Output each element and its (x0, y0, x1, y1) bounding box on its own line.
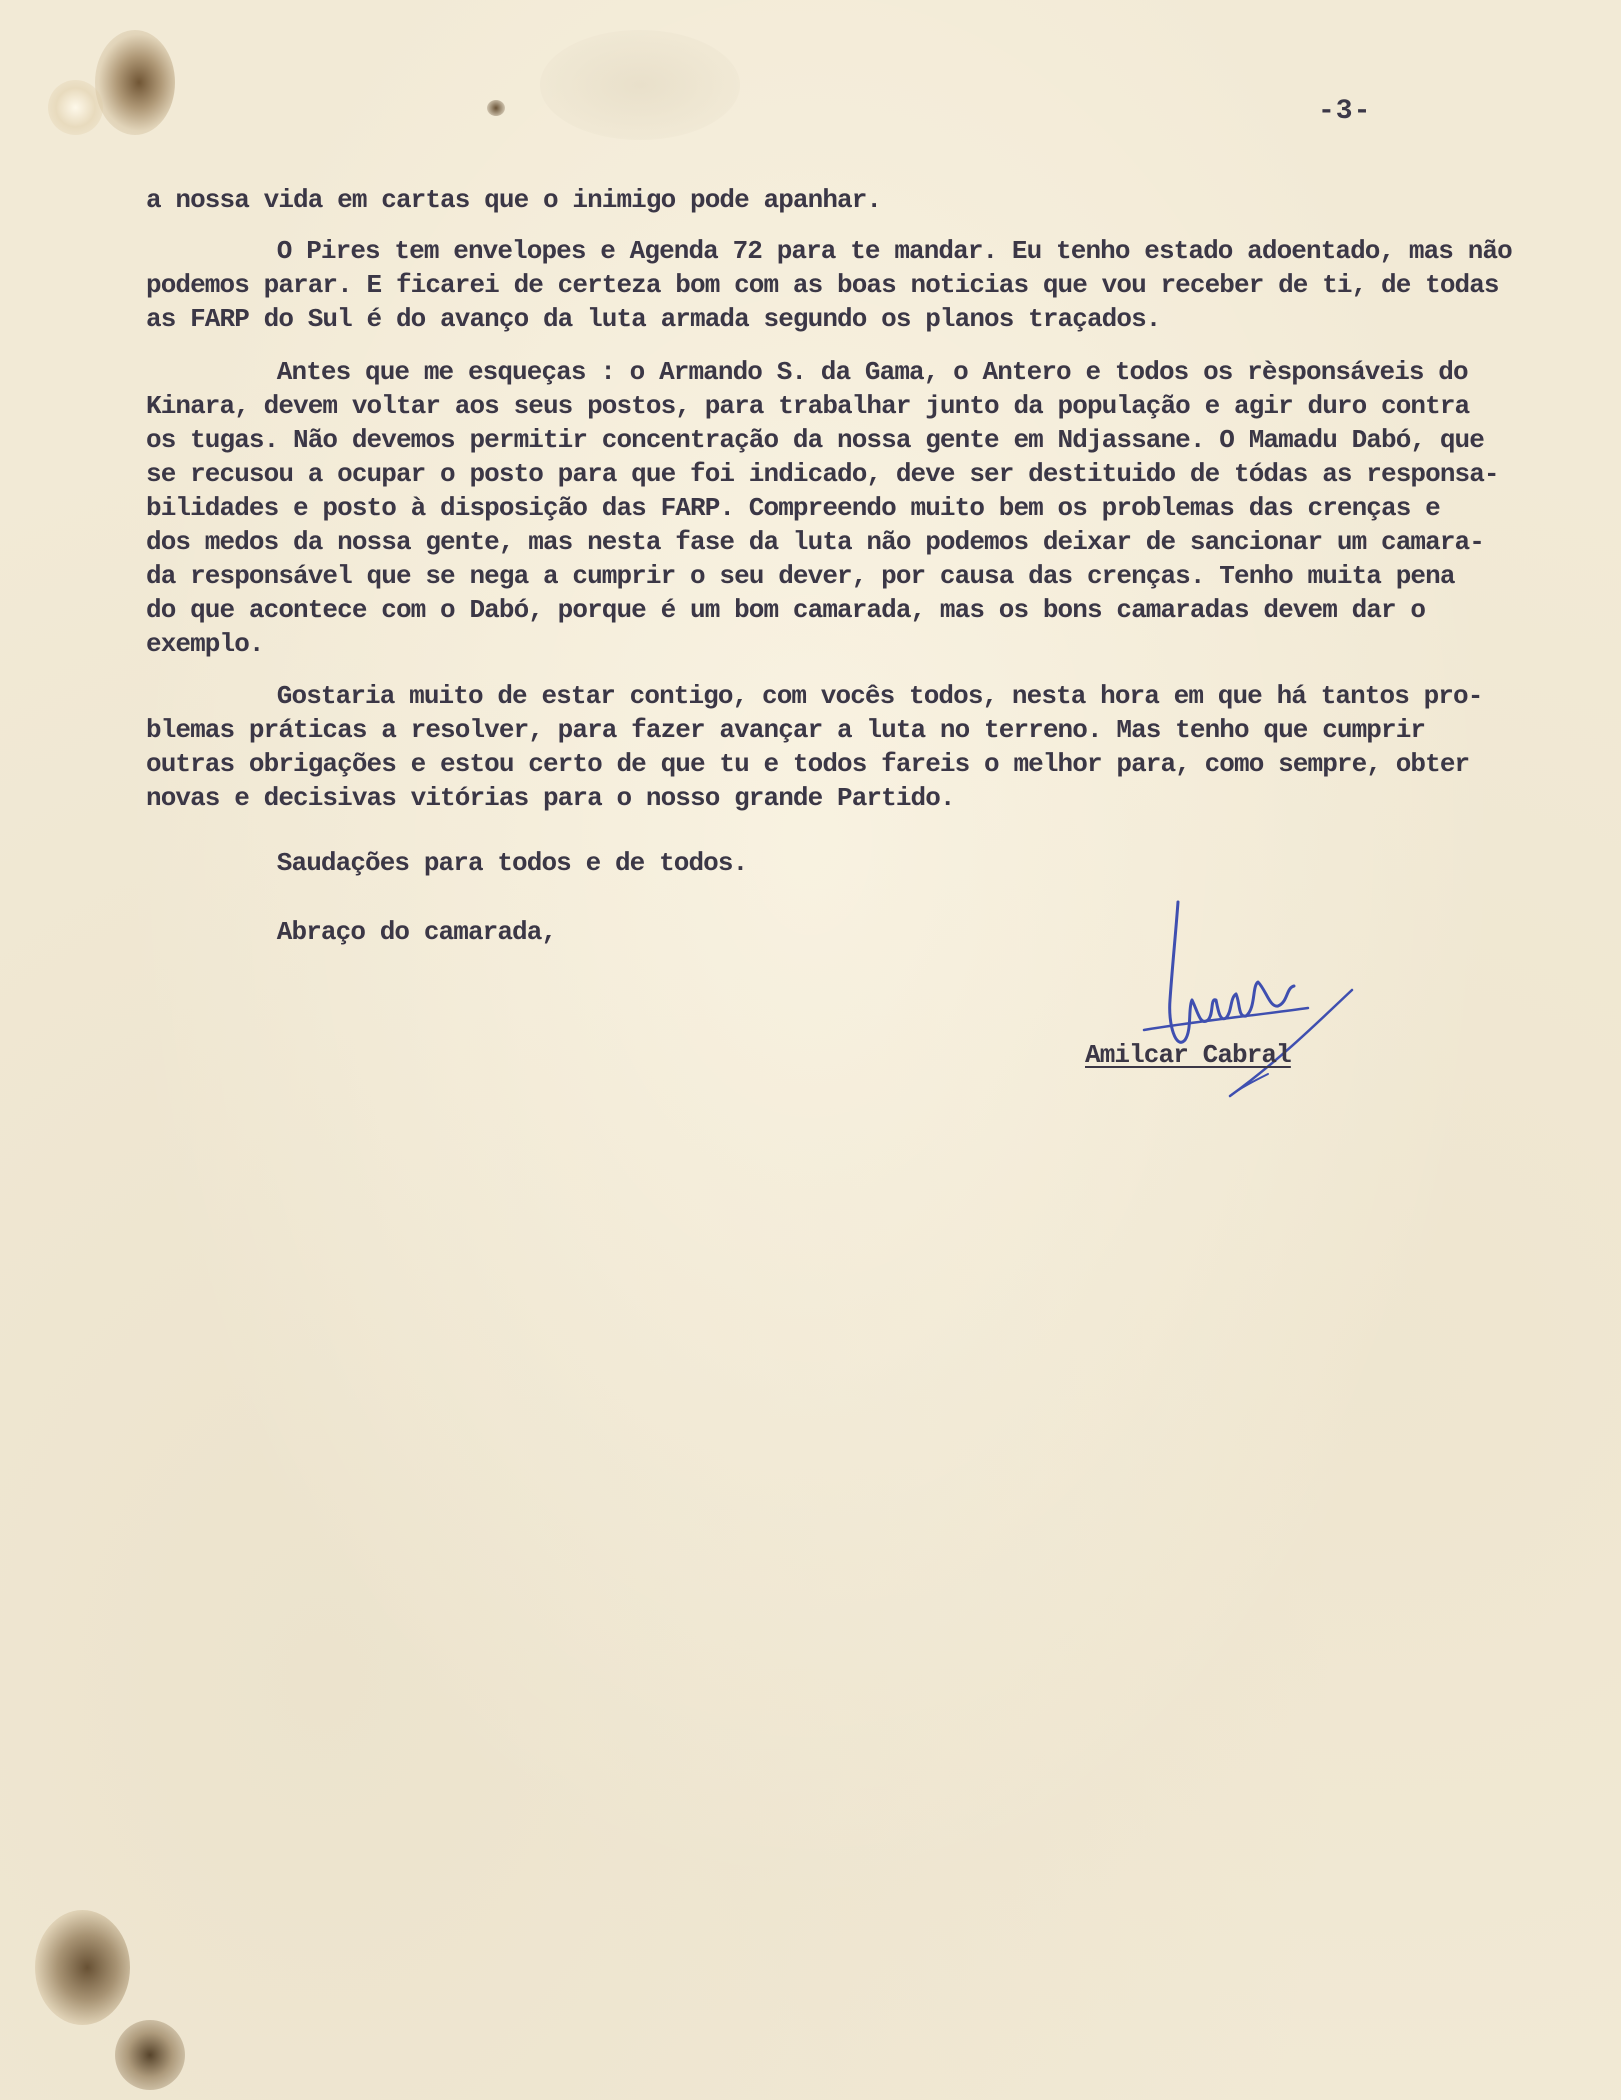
handwritten-signature (1080, 890, 1380, 1120)
letter-line: Antes que me esqueças : o Armando S. da Gama, o Antero e todos os rèsponsáveis do (218, 357, 1468, 387)
letter-line: da responsável que se nega a cumprir o seu dever, por causa das crenças. Tenho muita pena (146, 561, 1455, 591)
letter-line: as FARP do Sul é do avanço da luta armada segundo os planos traçados. (146, 304, 1161, 334)
letter-line: do que acontece com o Dabó, porque é um bom camarada, mas os bons camaradas devem dar o (146, 595, 1426, 625)
letter-line: Kinara, devem voltar aos seus postos, para trabalhar junto da população e agir duro contra (146, 391, 1470, 421)
rust-stain-bottom-left (35, 1910, 130, 2025)
letter-line: Saudações para todos e de todos. (218, 848, 748, 878)
signature-name: Amilcar Cabral (1085, 1040, 1291, 1070)
letter-line: novas e decisivas vitórias para o nosso grande Partido. (146, 783, 955, 813)
paper-stain (540, 30, 740, 140)
letter-line: blemas práticas a resolver, para fazer avançar a luta no terreno. Mas tenho que cumprir (146, 715, 1426, 745)
paper-damage-top-left (48, 80, 103, 135)
rust-stain-bottom-left-lower (115, 2020, 185, 2090)
letter-line: outras obrigações e estou certo de que tu e todos fareis o melhor para, como sempre, obter (146, 749, 1470, 779)
letter-line: os tugas. Não devemos permitir concentração da nossa gente em Ndjassane. O Mamadu Dabó, que (146, 425, 1484, 455)
ink-spot (487, 100, 505, 116)
letter-line: O Pires tem envelopes e Agenda 72 para te mandar. Eu tenho estado adoentado, mas não (218, 236, 1512, 266)
letter-line: bilidades e posto à disposição das FARP. Compreendo muito bem os problemas das crenças e (146, 493, 1440, 523)
letter-line: exemplo. (146, 629, 264, 659)
rust-stain-top-left (95, 30, 175, 135)
letter-line: dos medos da nossa gente, mas nesta fase da luta não podemos deixar de sancionar um camara- (146, 527, 1484, 557)
page-number: -3- (1318, 96, 1372, 127)
letter-line: podemos parar. E ficarei de certeza bom com as boas noticias que vou receber de ti, de todas (146, 270, 1499, 300)
letter-line: Abraço do camarada, (218, 917, 557, 947)
letter-line: se recusou a ocupar o posto para que foi indicado, deve ser destituido de tódas as responsa- (146, 459, 1499, 489)
letter-line: Gostaria muito de estar contigo, com vocês todos, nesta hora em que há tantos pro- (218, 681, 1483, 711)
letter-line: a nossa vida em cartas que o inimigo pode apanhar. (146, 185, 882, 215)
